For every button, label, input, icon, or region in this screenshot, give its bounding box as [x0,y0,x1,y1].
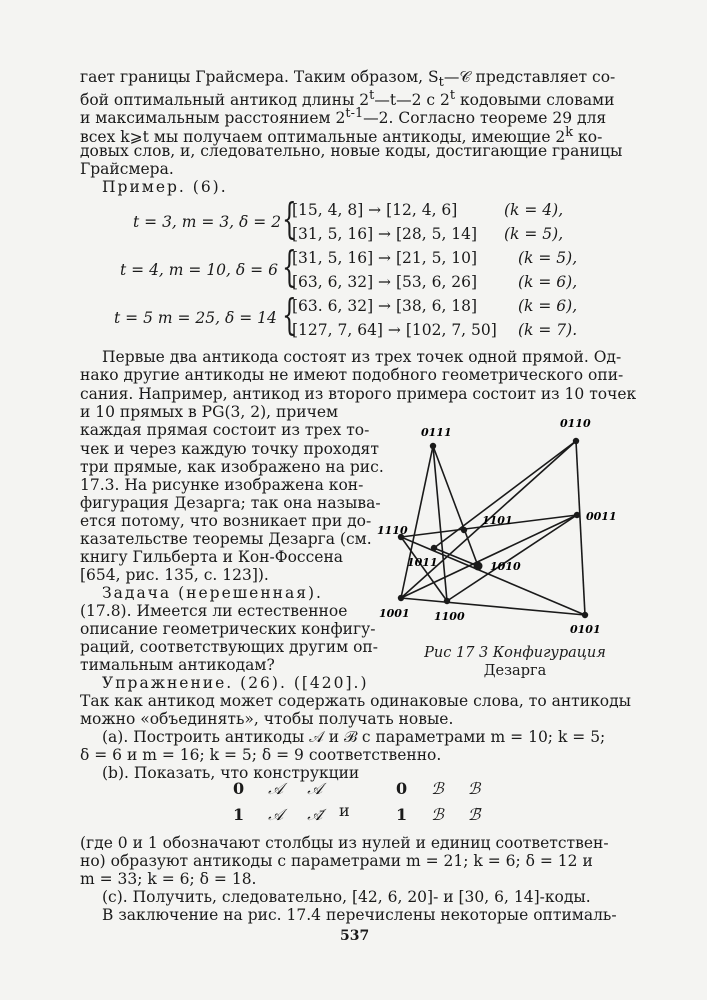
text-line: описание геометрических конфигу- [80,620,376,638]
example-params: t = 3, m = 3, δ = 2 [133,213,282,231]
text-line: нако другие антикоды не имеют подобного геометрического опи- [80,366,624,384]
matrix-and: и [339,801,350,820]
point-label: 1101 [482,514,513,527]
text-line: [654, рис. 135, с. 123]). [80,566,269,584]
exercise-heading: Упражнение. (26). ([420].) [102,674,369,692]
point-label: 1100 [434,610,465,623]
point-label: 0011 [586,510,617,523]
text-line: можно «объединять», чтобы получать новые. [80,710,454,728]
text-line: каждая прямая состоит из трех то- [80,421,370,439]
text-line: Так как антикод может содержать одинаковые слова, то антикоды [80,692,631,710]
text-line: всех k⩾t мы получаем оптимальные антикоды, имеющие 2$^k$ ко- [80,125,603,147]
point-label: 0101 [570,623,601,636]
text-line: ется потому, что возникает при до- [80,512,372,530]
example-k: (k = 4), [504,201,564,219]
text-line: бой оптимальный антикод длины 2$^t$—t—2 с 2$^t$ кодовыми словами [80,88,615,110]
point-label: 1110 [377,524,408,537]
example-row: [15, 4, 8] → [12, 4, 6] [292,201,458,219]
point-label: 0110 [560,417,591,430]
example-k: (k = 5), [504,225,564,243]
desargues-figure [374,408,624,668]
example-heading: Пример. (6). [102,178,228,196]
example-params: t = 5 m = 25, δ = 14 [114,309,277,327]
text-line: фигурация Дезарга; так она называ- [80,494,381,512]
example-k: (k = 7). [518,321,578,339]
point-label: 1010 [490,560,521,573]
text-line: книгу Гильберта и Кон-Фоссена [80,548,344,566]
example-k: (k = 6), [518,273,578,291]
text-line: чек и через каждую точку проходят [80,440,379,458]
task-heading: Задача (нерешенная). [102,584,323,602]
text-line: Первые два антикода состоят из трех точек одной прямой. Од- [102,348,622,366]
example-row: [127, 7, 64] → [102, 7, 50] [292,321,497,339]
point-label: 1011 [407,556,438,569]
figure-caption: Рис 17 3 Конфигурация Дезарга [424,645,606,679]
matrix-left: 0 𝒜 𝒜 1 𝒜 𝒜̄ [233,779,323,824]
page-number: 537 [340,928,370,944]
example-row: [63. 6, 32] → [38, 6, 18] [292,297,478,315]
brace: { [282,290,297,339]
text-line: 17.3. На рисунке изображена кон- [80,476,364,494]
text-line: и 10 прямых в PG(3, 2), причем [80,403,339,421]
text-line: тимальным антикодам? [80,656,275,674]
text-line: гает границы Грайсмера. Таким образом, $S_t—𝒞$ представляет со- [80,68,616,91]
example-k: (k = 6), [518,297,578,315]
matrix-right: 0 ℬ ℬ 1 ℬ ℬ̄ [396,779,481,824]
text-line: (b). Показать, что конструкции [102,764,360,782]
text-line: (где 0 и 1 обозначают столбцы из нулей и единиц соответствен- [80,834,609,852]
text-line: но) образуют антикоды с параметрами m = 21; k = 6; δ = 12 и [80,852,593,870]
text-line: (c). Получить, следовательно, [42, 6, 20]- и [30, 6, 14]-коды. [102,888,591,906]
text-line: (17.8). Имеется ли естественное [80,602,348,620]
text-line: раций, соответствующих другим оп- [80,638,378,656]
example-row: [31, 5, 16] → [28, 5, 14] [292,225,478,243]
brace: { [282,194,297,243]
text-line: В заключение на рис. 17.4 перечислены некоторые оптималь- [102,906,617,924]
text-line: казательстве теоремы Дезарга (см. [80,530,372,548]
example-k: (k = 5), [518,249,578,267]
point-label: 1001 [379,607,410,620]
text-line: довых слов, и, следовательно, новые коды, достигающие границы [80,142,623,160]
text-line: δ = 6 и m = 16; k = 5; δ = 9 соответственно. [80,746,442,764]
example-params: t = 4, m = 10, δ = 6 [120,261,278,279]
point-label: 0111 [421,426,452,439]
text-line: три прямые, как изображено на рис. [80,458,384,476]
example-row: [31, 5, 16] → [21, 5, 10] [292,249,478,267]
text-line: сания. Например, антикод из второго примера состоит из 10 точек [80,385,637,403]
text-line: и максимальным расстоянием 2$^{t-1}$—2. Согласно теореме 29 для [80,106,607,128]
text-line: m = 33; k = 6; δ = 18. [80,870,257,888]
example-row: [63, 6, 32] → [53, 6, 26] [292,273,478,291]
text-line: Грайсмера. [80,160,174,178]
text-line: (a). Построить антикоды 𝒜 и ℬ с параметрами m = 10; k = 5; [102,728,606,746]
brace: { [282,242,297,291]
